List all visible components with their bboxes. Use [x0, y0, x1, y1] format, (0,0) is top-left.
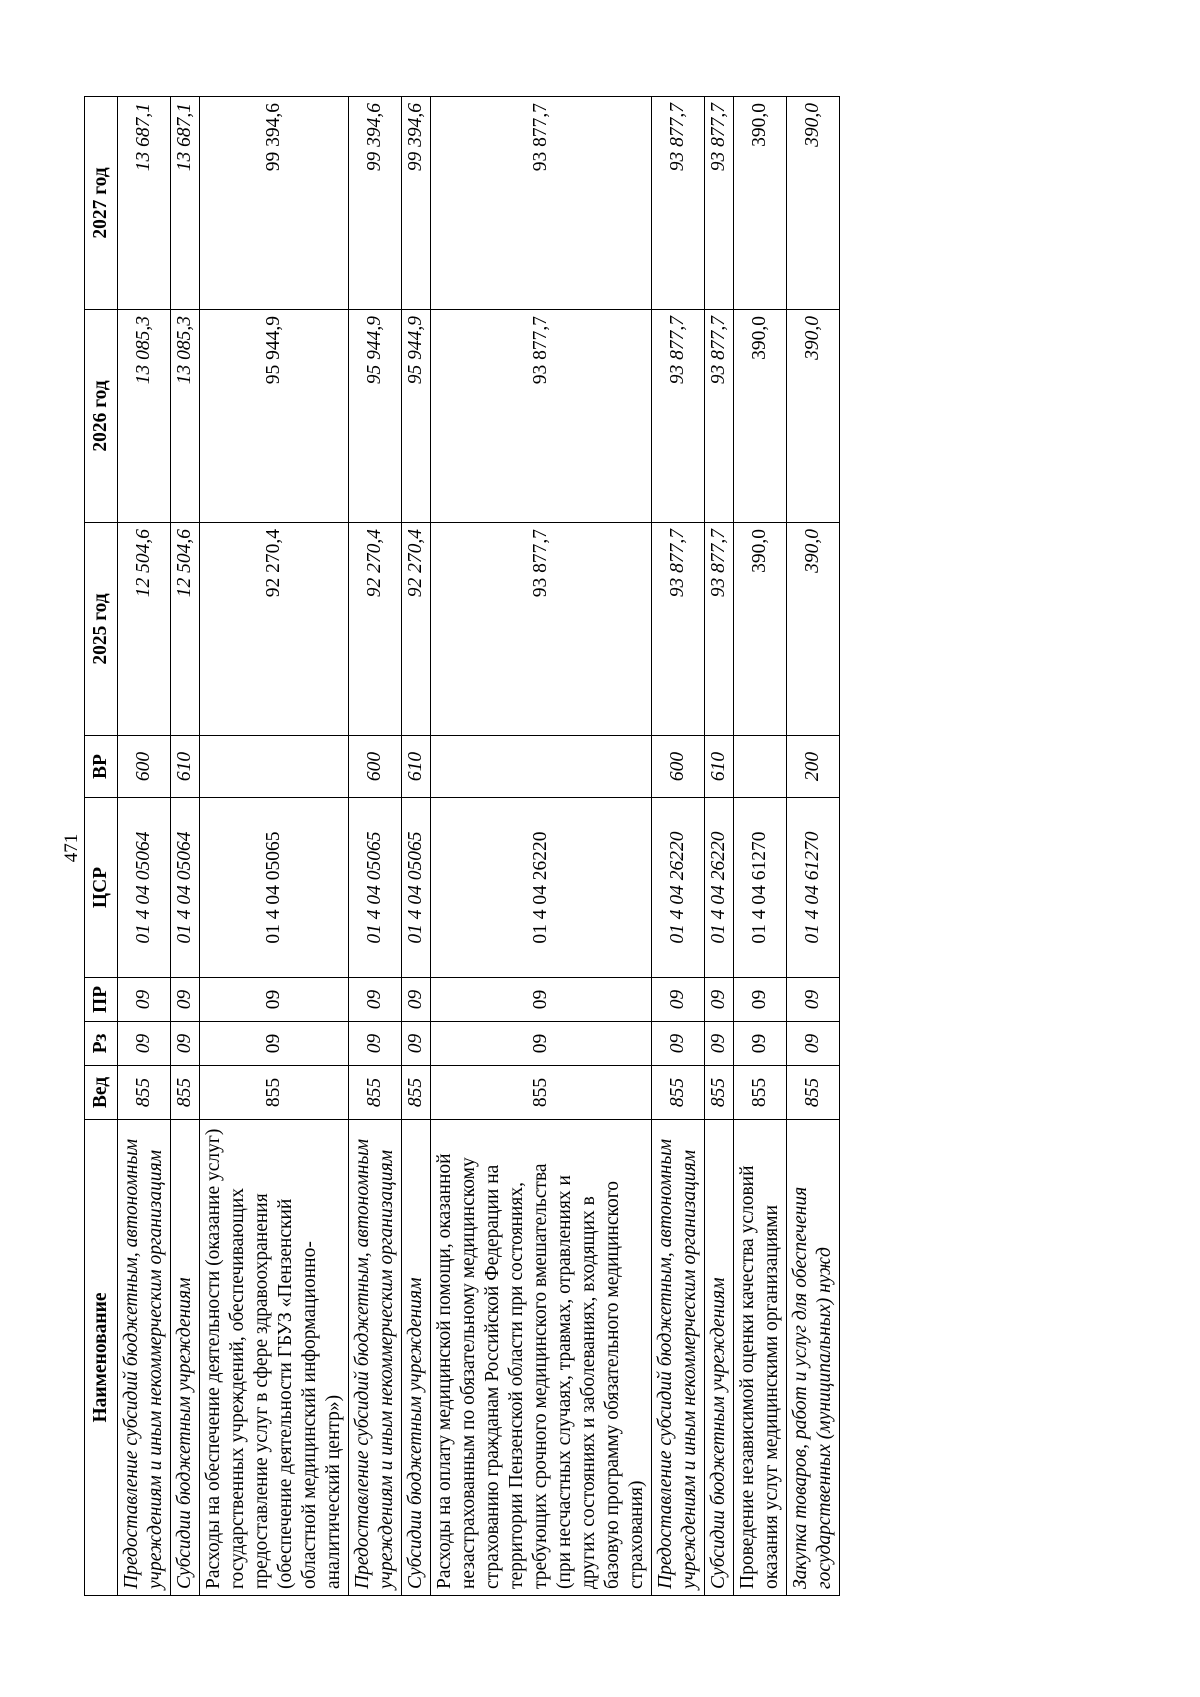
cell-name: Предоставление субсидий бюджетным, автономным учреждениям и иным некоммерческим организациям — [118, 1120, 171, 1596]
page-number: 471 — [61, 833, 82, 863]
cell-rz: 09 — [171, 1022, 200, 1066]
cell-name: Предоставление субсидий бюджетным, автономным учреждениям и иным некоммерческим организациям — [652, 1120, 705, 1596]
cell-2025: 390,0 — [787, 523, 840, 736]
cell-2027: 99 394,6 — [402, 97, 431, 310]
cell-csr: 01 4 04 05065 — [349, 798, 402, 978]
cell-csr: 01 4 04 26220 — [705, 798, 734, 978]
cell-ved: 855 — [734, 1066, 787, 1120]
cell-pr: 09 — [118, 978, 171, 1022]
header-pr: ПР — [85, 978, 118, 1022]
cell-2026: 13 085,3 — [171, 310, 200, 523]
cell-rz: 09 — [402, 1022, 431, 1066]
cell-name: Субсидии бюджетным учреждениям — [705, 1120, 734, 1596]
cell-ved: 855 — [349, 1066, 402, 1120]
cell-vr: 600 — [652, 736, 705, 798]
cell-2026: 93 877,7 — [705, 310, 734, 523]
cell-2026: 390,0 — [787, 310, 840, 523]
cell-ved: 855 — [200, 1066, 349, 1120]
cell-2026: 390,0 — [734, 310, 787, 523]
cell-ved: 855 — [171, 1066, 200, 1120]
cell-csr: 01 4 04 05065 — [200, 798, 349, 978]
cell-2025: 92 270,4 — [200, 523, 349, 736]
header-2026: 2026 год — [85, 310, 118, 523]
rotated-table-container — [84, 96, 992, 1596]
cell-vr: 610 — [705, 736, 734, 798]
cell-rz: 09 — [200, 1022, 349, 1066]
cell-2027: 99 394,6 — [349, 97, 402, 310]
cell-2027: 93 877,7 — [431, 97, 652, 310]
cell-csr: 01 4 04 61270 — [734, 798, 787, 978]
cell-rz: 09 — [431, 1022, 652, 1066]
cell-2025: 93 877,7 — [652, 523, 705, 736]
cell-vr — [431, 736, 652, 798]
cell-2025: 92 270,4 — [402, 523, 431, 736]
cell-2027: 390,0 — [734, 97, 787, 310]
cell-pr: 09 — [349, 978, 402, 1022]
cell-csr: 01 4 04 05064 — [171, 798, 200, 978]
cell-ved: 855 — [431, 1066, 652, 1120]
cell-pr: 09 — [705, 978, 734, 1022]
cell-csr: 01 4 04 61270 — [787, 798, 840, 978]
cell-2027: 13 687,1 — [171, 97, 200, 310]
cell-csr: 01 4 04 05065 — [402, 798, 431, 978]
cell-vr: 610 — [171, 736, 200, 798]
cell-csr: 01 4 04 26220 — [431, 798, 652, 978]
table-row — [705, 97, 734, 1596]
cell-2025: 12 504,6 — [118, 523, 171, 736]
table-row — [200, 97, 349, 1596]
cell-vr: 610 — [402, 736, 431, 798]
cell-vr — [200, 736, 349, 798]
table-header-row — [85, 97, 118, 1596]
header-2027: 2027 год — [85, 97, 118, 310]
cell-rz: 09 — [118, 1022, 171, 1066]
cell-pr: 09 — [200, 978, 349, 1022]
header-ved: Вед — [85, 1066, 118, 1120]
cell-name: Расходы на оплату медицинской помощи, оказанной незастрахованным по обязательному медицинскому страхованию гражданам Российской Федерации на территории Пензенской области при состояниях, требующих срочного медицинского вмешательства (при несчастных случаях, травмах, отравлениях и других состояниях и заболеваниях, входящих в базовую программу обязательного медицинского страхования) — [431, 1120, 652, 1596]
cell-rz: 09 — [652, 1022, 705, 1066]
cell-pr: 09 — [431, 978, 652, 1022]
budget-table — [84, 96, 840, 1596]
table-row — [118, 97, 171, 1596]
header-csr: ЦСР — [85, 798, 118, 978]
cell-pr: 09 — [402, 978, 431, 1022]
cell-name: Предоставление субсидий бюджетным, автономным учреждениям и иным некоммерческим организациям — [349, 1120, 402, 1596]
cell-2027: 13 687,1 — [118, 97, 171, 310]
table-row — [734, 97, 787, 1596]
header-rz: Рз — [85, 1022, 118, 1066]
cell-rz: 09 — [349, 1022, 402, 1066]
cell-2026: 95 944,9 — [349, 310, 402, 523]
cell-2027: 93 877,7 — [705, 97, 734, 310]
cell-vr: 200 — [787, 736, 840, 798]
cell-2025: 92 270,4 — [349, 523, 402, 736]
cell-2026: 93 877,7 — [652, 310, 705, 523]
cell-2025: 12 504,6 — [171, 523, 200, 736]
header-2025: 2025 год — [85, 523, 118, 736]
cell-2026: 95 944,9 — [200, 310, 349, 523]
cell-rz: 09 — [705, 1022, 734, 1066]
cell-pr: 09 — [652, 978, 705, 1022]
cell-ved: 855 — [705, 1066, 734, 1120]
cell-name: Проведение независимой оценки качества условий оказания услуг медицинскими организациями — [734, 1120, 787, 1596]
cell-2025: 390,0 — [734, 523, 787, 736]
cell-rz: 09 — [734, 1022, 787, 1066]
cell-vr — [734, 736, 787, 798]
cell-2026: 95 944,9 — [402, 310, 431, 523]
cell-2026: 13 085,3 — [118, 310, 171, 523]
cell-name: Субсидии бюджетным учреждениям — [402, 1120, 431, 1596]
cell-pr: 09 — [734, 978, 787, 1022]
table-row — [171, 97, 200, 1596]
header-name: Наименование — [85, 1120, 118, 1596]
cell-2025: 93 877,7 — [431, 523, 652, 736]
table-row — [431, 97, 652, 1596]
cell-2026: 93 877,7 — [431, 310, 652, 523]
cell-ved: 855 — [118, 1066, 171, 1120]
cell-pr: 09 — [171, 978, 200, 1022]
table-row — [787, 97, 840, 1596]
cell-2027: 99 394,6 — [200, 97, 349, 310]
cell-2027: 93 877,7 — [652, 97, 705, 310]
table-row — [652, 97, 705, 1596]
cell-2027: 390,0 — [787, 97, 840, 310]
cell-ved: 855 — [402, 1066, 431, 1120]
cell-pr: 09 — [787, 978, 840, 1022]
cell-2025: 93 877,7 — [705, 523, 734, 736]
cell-csr: 01 4 04 05064 — [118, 798, 171, 978]
cell-vr: 600 — [349, 736, 402, 798]
cell-name: Закупка товаров, работ и услуг для обеспечения государственных (муниципальных) нужд — [787, 1120, 840, 1596]
header-vr: ВР — [85, 736, 118, 798]
cell-csr: 01 4 04 26220 — [652, 798, 705, 978]
cell-name: Субсидии бюджетным учреждениям — [171, 1120, 200, 1596]
table-row — [402, 97, 431, 1596]
cell-name: Расходы на обеспечение деятельности (оказание услуг) государственных учреждений, обеспечивающих предоставление услуг в сфере здравоохранения (обеспечение деятельности ГБУЗ «Пензенский областной медицинский информационно-аналитический центр») — [200, 1120, 349, 1596]
cell-ved: 855 — [652, 1066, 705, 1120]
cell-ved: 855 — [787, 1066, 840, 1120]
cell-rz: 09 — [787, 1022, 840, 1066]
cell-vr: 600 — [118, 736, 171, 798]
table-row — [349, 97, 402, 1596]
